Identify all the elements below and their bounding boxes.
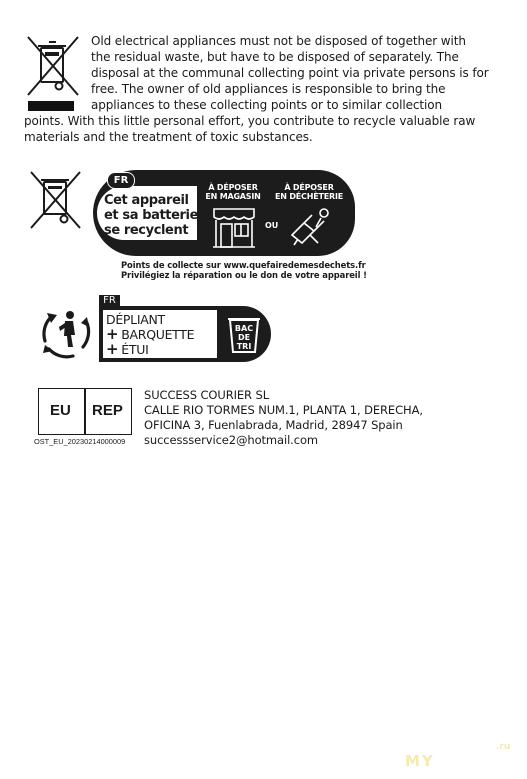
packaging-item: DÉPLIANT xyxy=(106,312,165,327)
fr-badge: FR xyxy=(107,172,135,189)
watermark-suffix: .ru xyxy=(496,742,511,752)
weee-line: free. The owner of old appliances is responsible to bring the xyxy=(91,82,446,96)
triman-title-line: et sa batterie xyxy=(104,208,199,223)
bin-label: BAC xyxy=(234,324,254,333)
or-label: OU xyxy=(265,221,279,230)
recycling-center-icon xyxy=(288,205,332,247)
eu-rep-code: OST_EU_20230214000009 xyxy=(34,437,126,446)
collection-note: Privilégiez la réparation ou le don de votre appareil ! xyxy=(121,270,367,280)
weee-line: the residual waste, but have to be disposed of separately. The xyxy=(91,50,459,64)
weee-line: disposal at the communal collecting point via private persons is for xyxy=(91,66,489,80)
fr-badge: FR xyxy=(99,295,120,307)
plus-icon: + xyxy=(106,325,119,343)
collection-note: Points de collecte sur www.quefairedemesdechets.fr xyxy=(121,260,366,270)
bin-label: DE xyxy=(237,333,251,342)
packaging-item: + BARQUETTE xyxy=(106,325,195,343)
eu-rep-divider xyxy=(84,389,86,434)
bin-label: TRI xyxy=(236,342,252,351)
weee-line: Old electrical appliances must not be disposed of together with xyxy=(91,34,466,48)
weee-date-bar xyxy=(28,101,74,111)
weee-line: materials and the treatment of toxic substances. xyxy=(24,130,313,144)
weee-line: points. With this little personal effort, you contribute to recycle valuable raw xyxy=(24,114,476,128)
crossed-out-wheelie-bin-icon xyxy=(25,34,81,98)
store-header-line: EN MAGASIN xyxy=(205,192,261,201)
triman-title-line: Cet appareil xyxy=(104,193,189,208)
rep-label: REP xyxy=(92,402,123,419)
eu-label: EU xyxy=(50,402,71,419)
dump-header-line: À DÉPOSER xyxy=(284,183,334,192)
weee-line: appliances to these collecting points or to similar collection xyxy=(91,98,442,112)
watermark: MY xyxy=(405,752,435,770)
triman-title-line: se recyclent xyxy=(104,223,189,238)
sorting-bin-icon xyxy=(226,314,262,356)
shop-icon xyxy=(211,205,257,249)
recycling-person-icon xyxy=(37,303,95,361)
rep-address-line: CALLE RIO TORMES NUM.1, PLANTA 1, DERECHA, xyxy=(144,403,423,417)
store-header-line: À DÉPOSER xyxy=(208,183,258,192)
packaging-item: + ÉTUI xyxy=(106,340,149,358)
rep-address-line: OFICINA 3, Fuenlabrada, Madrid, 28947 Spain xyxy=(144,418,403,432)
dump-header-line: EN DÉCHÈTERIE xyxy=(274,192,343,201)
crossed-out-wheelie-bin-icon xyxy=(28,170,83,230)
rep-email: successservice2@hotmail.com xyxy=(144,433,318,447)
rep-address-line: SUCCESS COURIER SL xyxy=(144,388,269,402)
plus-icon: + xyxy=(106,340,119,358)
